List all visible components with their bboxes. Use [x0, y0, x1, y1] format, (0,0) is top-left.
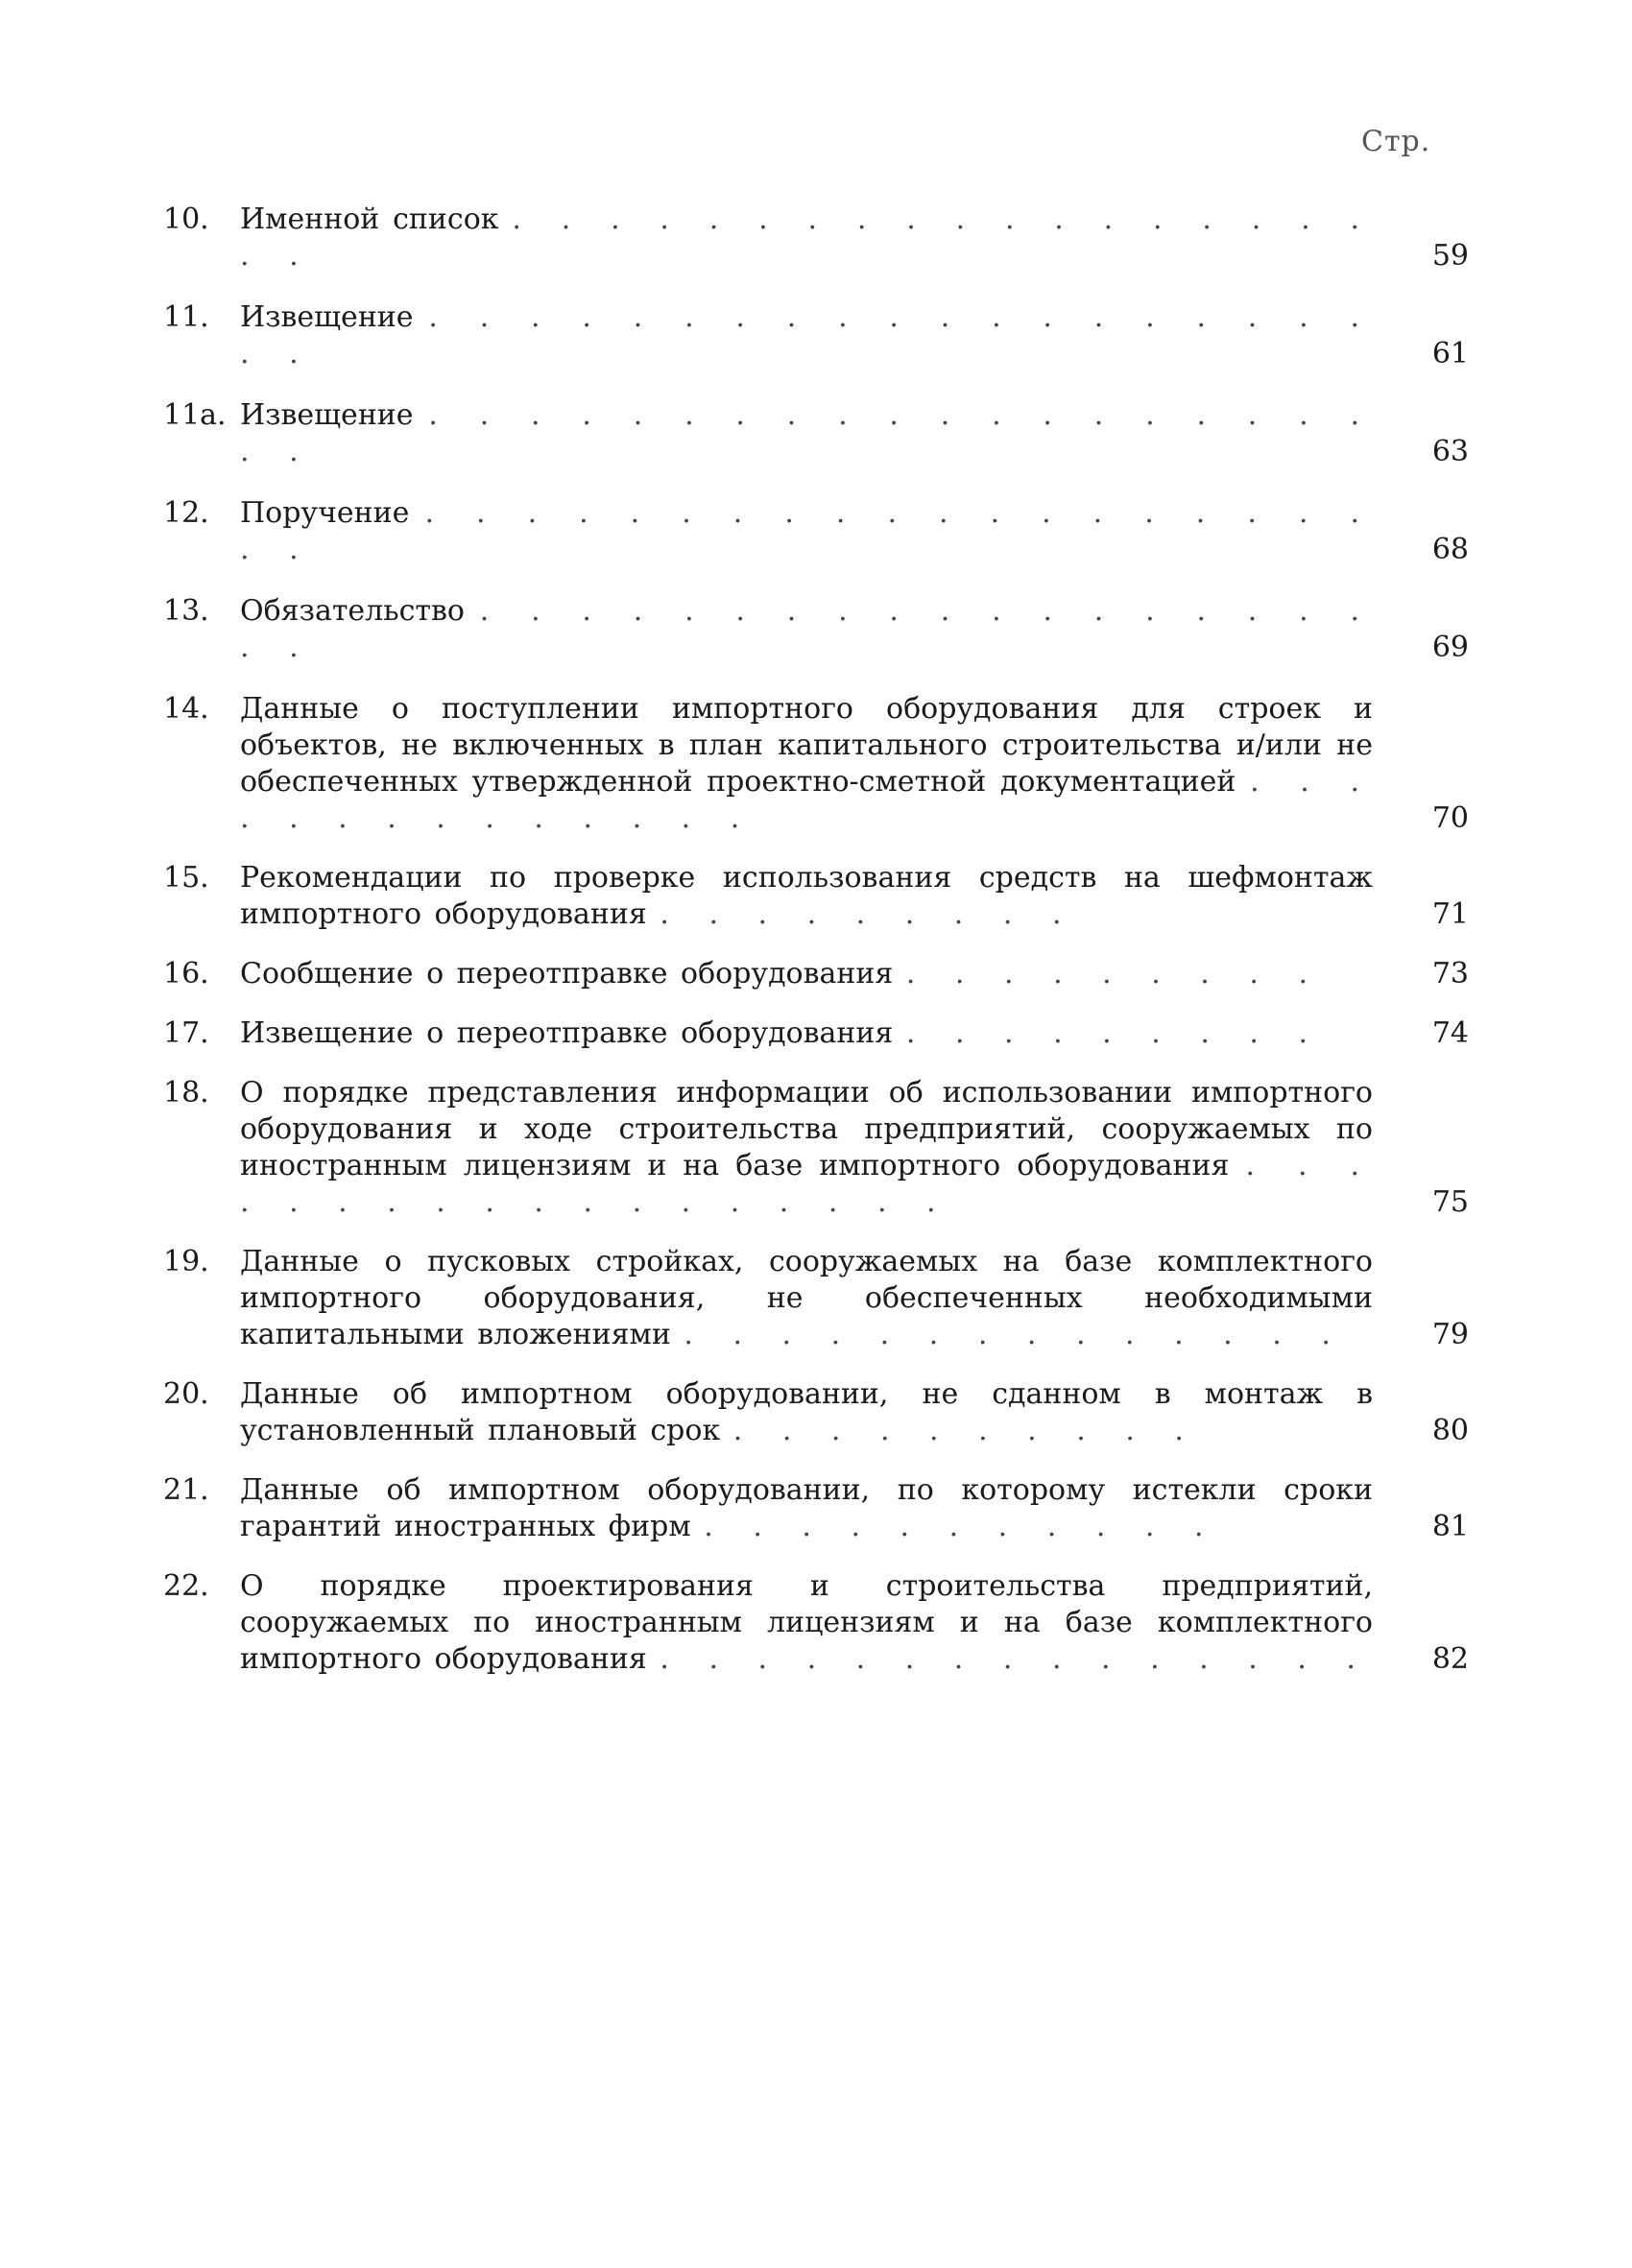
toc-entry [163, 1568, 1469, 1678]
toc-entry-title: Обязательство [240, 594, 465, 628]
dot-leader: . . . . . . . . . . . . . . . . . . . . . [240, 496, 1373, 566]
dot-leader: . . . . . . . . . . . [704, 1510, 1217, 1543]
page-column-header: Стр. [1361, 125, 1431, 158]
toc-entry-number: 16. [163, 957, 209, 991]
toc-entry-number: 10. [163, 203, 209, 236]
toc-entry-title-wrap [240, 1075, 1392, 1221]
table-of-contents [163, 202, 1469, 1701]
toc-entry-page: 59 [1431, 239, 1469, 273]
toc-entry-page: 82 [1431, 1642, 1469, 1676]
dot-leader: . . . . . . . . . . . . . . [684, 1318, 1344, 1351]
toc-entry-page: 71 [1431, 897, 1469, 931]
dot-leader: . . . . . . . . . . . . . . . . . . . . . [240, 398, 1373, 468]
toc-entry-title-wrap [240, 956, 1392, 992]
toc-entry-page: 63 [1431, 435, 1469, 468]
toc-entry-number: 11. [163, 300, 209, 334]
toc-entry [163, 1376, 1469, 1449]
toc-entry [163, 1075, 1469, 1221]
toc-entry-title-wrap [240, 593, 1392, 666]
dot-leader: . . . . . . . . . [660, 897, 1075, 931]
toc-entry [163, 202, 1469, 275]
toc-entry-title-wrap [240, 1472, 1392, 1545]
toc-entry [163, 397, 1469, 470]
toc-entry-title: Извещение [240, 398, 414, 432]
toc-entry [163, 1015, 1469, 1052]
dot-leader: . . . . . . . . . . . . . . . . . . . . [240, 594, 1373, 664]
toc-entry [163, 593, 1469, 666]
toc-entry-title: Данные об импортном оборудовании, по которому истекли сроки гарантий иностранных фирм [240, 1473, 1373, 1543]
toc-entry-title-wrap [240, 860, 1392, 933]
dot-leader: . . . . . . . . . . [732, 1414, 1197, 1447]
toc-entry [163, 956, 1469, 992]
dot-leader: . . . . . . . . . . . . . . [240, 765, 1373, 835]
toc-entry-number: 17. [163, 1016, 209, 1050]
dot-leader: . . . . . . . . . . . . . . . . . . [240, 1149, 1373, 1219]
toc-entry-title: Поручение [240, 496, 410, 530]
toc-entry-page: 75 [1431, 1185, 1469, 1219]
toc-entry [163, 860, 1469, 933]
toc-entry-title: Именной список [240, 203, 499, 236]
dot-leader: . . . . . . . . . . . . . . . . . . . . . [240, 300, 1373, 370]
toc-entry-title: Данные о поступлении импортного оборудования для строек и объектов, не включенных в план капитального строительства и/или не обеспеченных утвержденной проектно-сметной документацией [240, 692, 1373, 799]
toc-entry-title-wrap [240, 495, 1392, 568]
toc-entry-title: Данные об импортном оборудовании, не сданном в монтаж в установленный плановый срок [240, 1377, 1373, 1447]
toc-entry [163, 495, 1469, 568]
toc-entry-page: 79 [1431, 1318, 1469, 1351]
toc-entry-number: 18. [163, 1076, 209, 1110]
toc-entry-page: 73 [1431, 957, 1469, 991]
toc-entry-number: 14. [163, 692, 209, 726]
toc-entry-title: О порядке представления информации об использовании импортного оборудования и ходе строительства предприятий, сооружаемых по иностранным лицензиям и на базе импортного оборудования [240, 1076, 1373, 1182]
toc-entry-title: Данные о пусковых стройках, сооружаемых на базе комплектного импортного оборудования, не обеспеченных необходимыми капитальными вложениями [240, 1245, 1373, 1351]
toc-entry [163, 1472, 1469, 1545]
dot-leader: . . . . . . . . . . . . . . . [660, 1642, 1369, 1676]
toc-entry-number: 11а. [163, 398, 227, 432]
toc-entry-number: 12. [163, 496, 209, 530]
toc-entry-title-wrap [240, 1015, 1392, 1052]
toc-entry [163, 1244, 1469, 1353]
toc-entry-number: 13. [163, 594, 209, 628]
toc-entry-page: 74 [1431, 1016, 1469, 1050]
toc-entry-number: 20. [163, 1377, 209, 1411]
toc-entry-title-wrap [240, 202, 1392, 275]
toc-entry-title-wrap [240, 1376, 1392, 1449]
dot-leader: . . . . . . . . . . . . . . . . . . . . [240, 203, 1373, 273]
toc-entry-page: 68 [1431, 533, 1469, 566]
toc-entry-title-wrap [240, 397, 1392, 470]
toc-entry-page: 61 [1431, 337, 1469, 370]
toc-entry-title: Извещение о переотправке оборудования [240, 1016, 894, 1050]
toc-entry-title: О порядке проектирования и строительства предприятий, сооружаемых по иностранным лицензиям и на базе комплектного импортного оборудования [240, 1569, 1373, 1676]
toc-entry [163, 691, 1469, 837]
toc-entry-page: 81 [1431, 1510, 1469, 1543]
toc-entry-page: 80 [1431, 1414, 1469, 1447]
toc-entry-title-wrap [240, 299, 1392, 372]
toc-entry-number: 19. [163, 1245, 209, 1278]
toc-entry [163, 299, 1469, 372]
toc-entry-number: 21. [163, 1473, 209, 1507]
toc-entry-title: Извещение [240, 300, 414, 334]
toc-entry-page: 69 [1431, 631, 1469, 664]
toc-entry-title-wrap [240, 1244, 1392, 1353]
dot-leader: . . . . . . . . . [905, 1016, 1322, 1050]
toc-entry-title-wrap [240, 1568, 1392, 1678]
dot-leader: . . . . . . . . . [905, 957, 1321, 991]
toc-entry-title: Сообщение о переотправке оборудования [240, 957, 894, 991]
toc-entry-number: 22. [163, 1569, 209, 1603]
toc-entry-page: 70 [1431, 801, 1469, 835]
toc-entry-title-wrap [240, 691, 1392, 837]
toc-entry-number: 15. [163, 861, 209, 895]
toc-entry-title: Рекомендации по проверке использования средств на шефмонтаж импортного оборудования [240, 861, 1373, 931]
